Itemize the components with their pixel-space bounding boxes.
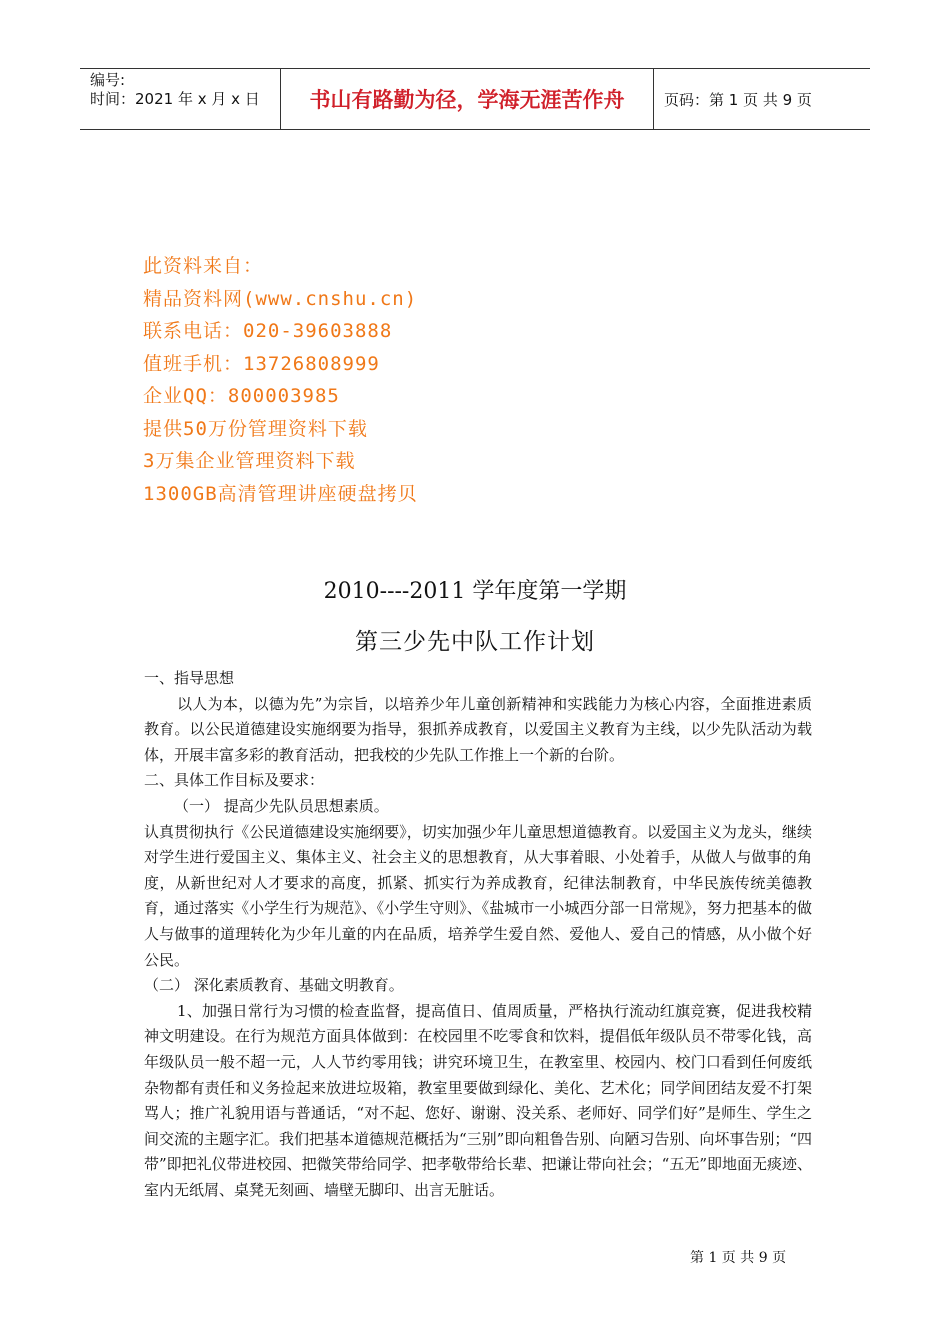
- promo-line: 3万集企业管理资料下载: [143, 450, 356, 472]
- promo-line: 1300GB高清管理讲座硬盘拷贝: [143, 482, 418, 505]
- time-line: 时间：2021 年 x 月 x 日: [90, 90, 260, 108]
- promo-line: 精品资料网(www.cnshu.cn): [143, 287, 418, 310]
- header-page-info: 页码：第 1 页 共 9 页: [664, 90, 812, 109]
- promo-block: [143, 250, 418, 510]
- promo-line: 提供50万份管理资料下载: [143, 417, 368, 440]
- page-footer: 第 1 页 共 9 页: [690, 1250, 787, 1266]
- document-header: [80, 68, 870, 130]
- subsection-heading: （一） 提高少先队员思想素质。: [174, 796, 389, 815]
- paragraph: 以人为本，以德为先”为宗旨，以培养少年儿童创新精神和实践能力为核心内容，全面推进素质教育。以公民道德建设实施纲要为指导，狠抓养成教育，以爱国主义教育为主线，以少先队活动为载体，开展丰富多彩的教育活动，把我校的少先队工作推上一个新的台阶。: [144, 694, 812, 764]
- promo-line: 值班手机：13726808999: [143, 352, 380, 375]
- document-title-line2: 第三少先中队工作计划: [355, 629, 595, 655]
- promo-line: 企业QQ：800003985: [143, 385, 340, 407]
- promo-line: 此资料来自：: [143, 255, 264, 277]
- document-title-line1: 2010----2011 学年度第一学期: [323, 579, 627, 604]
- header-motto: 书山有路勤为径，学海无涯苦作舟: [280, 69, 654, 129]
- paragraph: 认真贯彻执行《公民道德建设实施纲要》，切实加强少年儿童思想道德教育。以爱国主义为龙头，继续对学生进行爱国主义、集体主义、社会主义的思想教育，从大事着眼、小处着手，从做人与做事的角度，从新世纪对人才要求的高度，抓紧、抓实行为养成教育，纪律法制教育，中华民族传统美德教育，通过落实《小学生行为规范》、《小学生守则》、《盐城市一小城西分部一日常规》，努力把基本的做人与做事的道理转化为少年儿童的内在品质，培养学生爱自然、爱他人、爱自己的情感，从小做个好公民。: [144, 822, 812, 969]
- paragraph: 1、加强日常行为习惯的检查监督，提高值日、值周质量，严格执行流动红旗竞赛，促进我校精神文明建设。在行为规范方面具体做到：在校园里不吃零食和饮料，提倡低年级队员不带零化钱，高年级队员一般不超一元，人人节约零用钱；讲究环境卫生，在教室里、校园内、校门口看到任何废纸杂物都有责任和义务捡起来放进垃圾箱，教室里要做到绿化、美化、艺术化；同学间团结友爱不打架骂人；推广礼貌用语与普通话，“对不起、您好、谢谢、没关系、老师好、同学们好”是师生、学生之间交流的主题字汇。我们把基本道德规范概括为“三别”即向粗鲁告别、向陋习告别、向坏事告别；“四带”即把礼仪带进校园、把微笑带给同学、把孝敬带给长辈、把谦让带向社会；“五无”即地面无痰迹、室内无纸屑、桌凳无刻画、墙壁无脚印、出言无脏话。: [144, 1001, 813, 1199]
- header-meta: [80, 69, 280, 129]
- document-body: [144, 666, 812, 1203]
- section-heading: 二、具体工作目标及要求：: [144, 771, 325, 790]
- promo-line: 联系电话：020-39603888: [143, 320, 393, 342]
- section-heading: 一、指导思想: [144, 669, 235, 687]
- number-label: 编号:: [90, 71, 126, 89]
- subsection-heading: （二） 深化素质教育、基础文明教育。: [144, 976, 404, 995]
